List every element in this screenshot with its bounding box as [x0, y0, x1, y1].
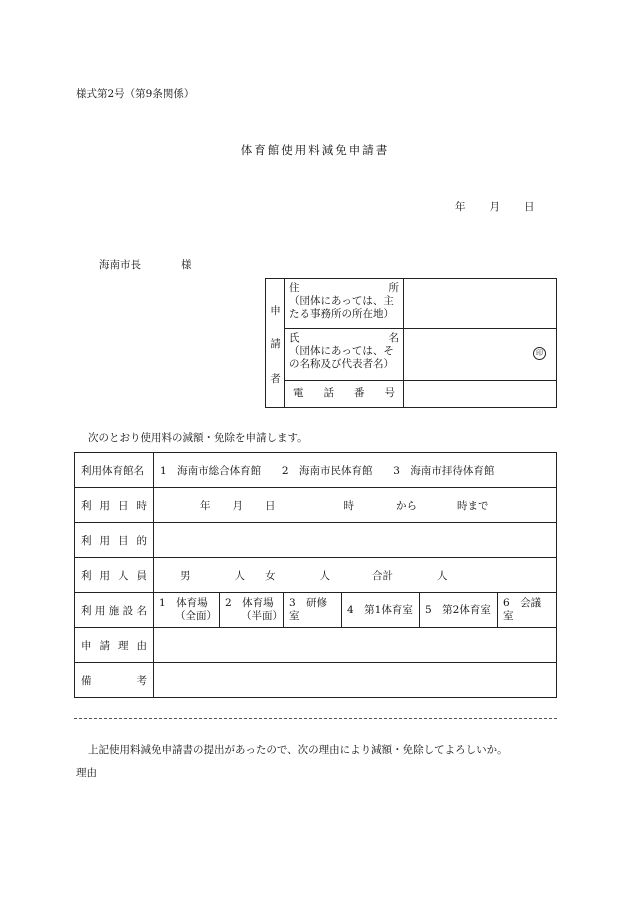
applicant-header-char: 者 — [270, 373, 281, 385]
date-line — [455, 199, 535, 214]
date-month: 月 — [232, 499, 243, 512]
approval-text: 上記使用料減免申請書の提出があったので、次の理由により減額・免除してよろしいか。 — [88, 744, 508, 756]
date-year-label: 年 — [455, 201, 466, 213]
facility-row — [75, 593, 557, 628]
purpose-label: 利 用 目 的 — [75, 523, 154, 558]
phone-field[interactable] — [404, 381, 556, 407]
facility-option[interactable]: 4 第1体育室 — [342, 593, 420, 627]
address-row — [285, 279, 556, 329]
name-label — [285, 329, 404, 380]
date-day: 日 — [265, 499, 276, 512]
name-field[interactable] — [404, 329, 556, 380]
reason-heading: 理由 — [76, 767, 97, 779]
people-row — [75, 558, 557, 593]
name-note-2: の名称及び代表者名） — [289, 358, 394, 370]
people-label: 利 用 人 員 — [75, 558, 154, 593]
phone-label-char: 号 — [384, 387, 395, 399]
address-note-1: （団体にあっては、主 — [289, 295, 394, 307]
reason-label: 申 請 理 由 — [75, 628, 154, 663]
reason-field[interactable] — [154, 628, 557, 663]
facility-option[interactable]: 6 会議室 — [503, 597, 542, 622]
phone-label-char: 電 — [293, 387, 304, 399]
remarks-row — [75, 663, 557, 698]
applicant-header-char: 申 — [270, 305, 281, 317]
phone-label-char: 番 — [354, 387, 365, 399]
people-unit: 人 — [437, 569, 448, 582]
addressee-name: 海南市長 — [99, 259, 141, 271]
facility-label: 利 用 施 設 名 — [75, 593, 154, 628]
people-total: 合計 — [372, 569, 393, 582]
remarks-field[interactable] — [154, 663, 557, 698]
gym-option[interactable]: 2 海南市民体育館 — [281, 464, 373, 477]
gym-option[interactable]: 3 海南市拝待体育館 — [393, 464, 495, 477]
name-note-1: （団体にあっては、そ — [289, 345, 394, 357]
remarks-label: 備 考 — [75, 663, 154, 698]
people-unit: 人 — [234, 569, 245, 582]
gym-row — [75, 453, 557, 488]
purpose-row — [75, 523, 557, 558]
date-day-label: 日 — [524, 201, 535, 213]
seal-mark: 印 — [533, 347, 546, 360]
gym-options — [154, 453, 557, 488]
date-year: 年 — [200, 499, 211, 512]
date-hour: 時 — [343, 499, 354, 512]
address-label-a: 住 — [289, 282, 300, 294]
phone-label — [285, 381, 404, 407]
form-number: 様式第2号（第9条関係） — [76, 88, 195, 100]
name-label-b: 名 — [388, 332, 399, 344]
address-label-b: 所 — [388, 282, 399, 294]
addressee — [99, 257, 192, 272]
name-label-a: 氏 — [289, 332, 300, 344]
name-row — [285, 329, 556, 381]
applicant-box — [265, 278, 557, 408]
address-field[interactable] — [404, 279, 556, 328]
purpose-field[interactable] — [154, 523, 557, 558]
addressee-honorific: 様 — [181, 259, 192, 271]
intro-text: 次のとおり使用料の減額・免除を申請します。 — [88, 432, 308, 444]
date-field[interactable] — [154, 488, 557, 523]
address-note-2: たる事務所の所在地） — [289, 308, 394, 320]
reason-row — [75, 628, 557, 663]
people-female: 女 — [265, 569, 276, 582]
gym-option[interactable]: 1 海南市総合体育館 — [160, 464, 262, 477]
date-month-label: 月 — [489, 201, 500, 213]
people-unit: 人 — [319, 569, 330, 582]
date-from: から — [396, 499, 417, 512]
phone-label-char: 話 — [323, 387, 334, 399]
gym-label: 利用体育館名 — [75, 453, 154, 488]
people-field[interactable] — [154, 558, 557, 593]
address-label — [285, 279, 404, 328]
phone-row — [285, 381, 556, 407]
facility-option[interactable]: 3 研修室 — [284, 593, 342, 627]
people-male: 男 — [180, 569, 191, 582]
application-table — [74, 452, 557, 698]
date-until: 時まで — [457, 499, 489, 512]
applicant-header — [266, 279, 285, 407]
date-label: 利 用 日 時 — [75, 488, 154, 523]
facility-option[interactable]: 5 第2体育室 — [420, 593, 498, 627]
applicant-header-char: 請 — [270, 338, 281, 350]
document-title: 体育館使用料減免申請書 — [240, 143, 390, 157]
date-row — [75, 488, 557, 523]
cut-line — [74, 718, 557, 719]
facility-option[interactable]: 2 体育場 （半面） — [220, 593, 284, 627]
facility-options — [154, 593, 557, 628]
facility-option[interactable]: 1 体育場 （全面） — [154, 593, 220, 627]
